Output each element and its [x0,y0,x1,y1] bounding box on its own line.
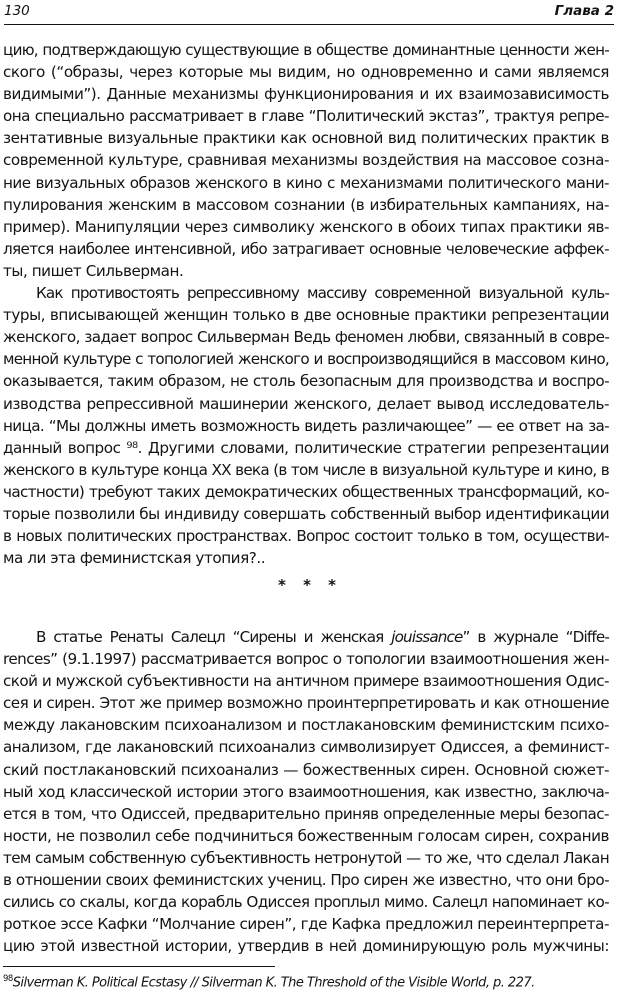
text-line: данный вопрос ⁹⁸. Другими словами, политические стратегии репрезентации [3,438,609,457]
text-line: ние визуальных образов женского в кино с механизмами политического мани- [3,173,609,192]
text-line: ница. “Мы должны иметь возможность видеть различающее” — ее ответ на за- [3,416,609,435]
footnote-text: Silverman K. Political Ecstasy // Silverman K. The Threshold of the Visible World, p. 227. [12,975,535,991]
text-line: современной культуре, сравнивая механизмы воздействия на массовое созна- [3,151,609,170]
text-line: оказывается, таким образом, не столь безопасным для производства и воспро- [3,372,609,391]
text-block-1 [3,39,609,569]
text-line: Как противостоять репрессивному массиву современной визуальной куль- [36,284,609,303]
foreign-term: jouissance [391,628,463,646]
text-line: пулирования женским в массовом сознании (в избирательных кампаниях, на- [3,195,609,214]
footnote [3,974,609,990]
footnote-mark: 98 [3,974,13,984]
text-line: она специально рассматривает в главе “Политический экстаз”, трактуя репре- [3,107,609,126]
text-line: rences” (9.1.1997) рассматривается вопрос о топологии взаимоотношения жен- [3,650,609,669]
text-line: цию, подтверждающую существующие в обществе доминантные ценности жен- [3,41,609,59]
footnote-rule [3,966,275,967]
text-line: ляется наиболее интенсивной, ибо затрагивает основные человеческие аффек- [3,239,609,258]
text-line: ты, пишет Сильверман. [3,261,184,280]
page-number: 130 [4,3,30,19]
text-line: роткое эссе Кафки “Молчание сирен”, где Кафка предложил переинтерпрета- [3,915,609,934]
text-line: сились со скалы, когда корабль Одиссея проплыл мимо. Салецл напоминает ко- [3,893,609,912]
running-header [4,2,614,25]
text-line: сея и сирен. Этот же пример возможно проинтерпретировать и как отношение [3,694,609,713]
text-line: ма ли эта феминистская утопия?.. [3,549,266,568]
text-line: в отношении своих феминистских учениц. Про сирен же известно, что они бро- [3,871,609,890]
chapter-title: Глава 2 [554,3,614,19]
text-line: ский постлакановский психоанализ — божественных сирен. Основной сюжет- [3,760,609,779]
text-line: ности, не позволил себе подчиниться божественным голосам сирен, сохранив [3,826,609,845]
text-line: ской и мужской субъективности на античном примере взаимоотношения Одис- [3,672,609,691]
text-line: женского в культуре конца XX века (в том числе в визуальной культуре и кино, в [3,460,609,479]
text-line: торые позволили бы индивиду совершать собственный выбор идентификации [3,504,610,523]
text-block-2 [3,626,609,957]
text-line: в новых политических пространствах. Вопрос состоит только в том, осуществи- [3,527,609,546]
section-separator: * * * [278,576,342,594]
text-line: менной культуре с топологией женского и воспроизводящийся в массовом кино, [3,350,609,369]
text-line: зентативные визуальные практики как основной вид политических практик в [3,129,609,148]
text-line: ского (“образы, через которые мы видим, но одновременно и сами являемся [3,63,609,82]
text-line: цию этой известной истории, утвердив в ней доминирующую роль мужчины: [3,937,609,956]
text-line: между лакановским психоанализом и постлакановским феминистским психо- [3,716,609,735]
text-line: туры, вписывающей женщин только в две основные практики репрезентации [3,306,609,325]
text-line: В статье Ренаты Салецл “Сирены и женская jouissance” в журнале “Diffe- [36,628,609,646]
text-line: ется в том, что Одиссей, предварительно приняв определенные меры безопас- [3,804,609,823]
text-line: частности) требуют таких демократических общественных трансформаций, ко- [3,482,609,501]
text-line: тем самым собственную субъективность нетронутой — то же, что сделал Лакан [3,848,609,867]
text-line: женского, задает вопрос Сильверман Ведь феномен любви, связанный в совре- [3,328,610,347]
text-line: анализом, где лакановский психоанализ символизирует Одиссея, а феминист- [3,738,609,757]
text-line: ный ход классической истории этого взаимоотношения, как известно, заключа- [3,782,609,801]
text-line: изводства репрессивной машинерии женского, делает вывод исследователь- [3,394,609,413]
text-line: видимыми”). Данные механизмы функционирования и их взаимозависимость [3,85,609,104]
text-line: пример). Манипуляции через символику женского в обоих типах практики яв- [3,217,609,236]
